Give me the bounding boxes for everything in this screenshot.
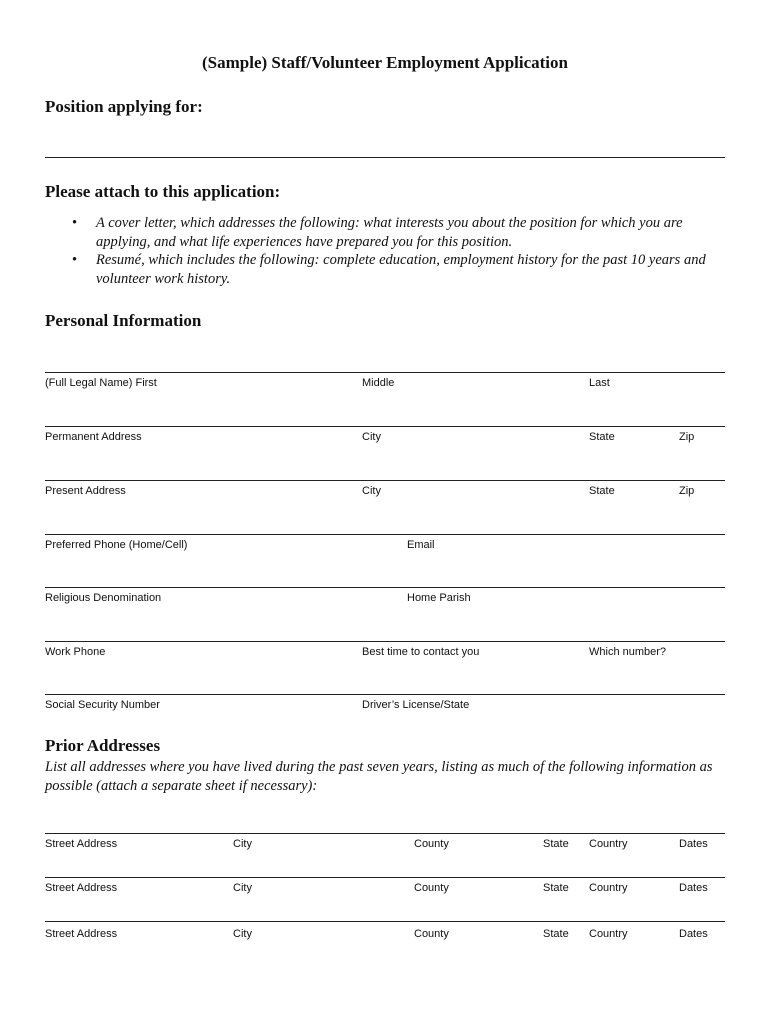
position-heading: Position applying for: bbox=[45, 97, 203, 116]
attach-item-resume: • Resumé, which includes the following: complete education, employment history for the past 10 years and volunteer work history. bbox=[72, 252, 706, 287]
label-present-city: City bbox=[362, 485, 381, 497]
attach-heading: Please attach to this application: bbox=[45, 182, 281, 201]
position-input-line[interactable] bbox=[45, 157, 725, 158]
field-line-name[interactable] bbox=[45, 372, 725, 373]
field-line-prior-address-2[interactable] bbox=[45, 877, 725, 878]
label-middle-name: Middle bbox=[362, 377, 395, 389]
field-line-prior-address-3[interactable] bbox=[45, 921, 725, 922]
label-street-address: Street Address bbox=[45, 882, 118, 894]
label-permanent-state: State bbox=[589, 431, 615, 443]
label-work-phone: Work Phone bbox=[45, 646, 106, 658]
label-drivers-license: Driver’s License/State bbox=[362, 699, 470, 711]
label-city: City bbox=[233, 882, 252, 894]
bullet-icon: • bbox=[72, 215, 78, 231]
label-country: Country bbox=[589, 882, 628, 894]
field-line-religion[interactable] bbox=[45, 587, 725, 588]
field-line-ssn[interactable] bbox=[45, 694, 725, 695]
label-preferred-phone: Preferred Phone (Home/Cell) bbox=[45, 539, 188, 551]
label-dates: Dates bbox=[679, 928, 708, 940]
label-city: City bbox=[233, 838, 252, 850]
bullet-icon: • bbox=[72, 252, 78, 268]
prior-heading: Prior Addresses bbox=[45, 736, 161, 755]
label-county: County bbox=[414, 928, 449, 940]
label-ssn: Social Security Number bbox=[45, 699, 160, 711]
label-first-name: (Full Legal Name) First bbox=[45, 377, 157, 389]
label-county: County bbox=[414, 882, 449, 894]
label-which-number: Which number? bbox=[589, 646, 667, 658]
attach-item-cover-letter: • A cover letter, which addresses the following: what interests you about the position for which you are applying, and what life experiences have prepared you for this position. bbox=[72, 215, 683, 250]
label-permanent-address: Permanent Address bbox=[45, 431, 142, 443]
field-line-prior-address-1[interactable] bbox=[45, 833, 725, 834]
label-last-name: Last bbox=[589, 377, 610, 389]
label-state: State bbox=[543, 838, 569, 850]
label-present-zip: Zip bbox=[679, 485, 695, 497]
label-dates: Dates bbox=[679, 882, 708, 894]
document-title: (Sample) Staff/Volunteer Employment Application bbox=[202, 53, 568, 72]
label-street-address: Street Address bbox=[45, 928, 118, 940]
label-home-parish: Home Parish bbox=[407, 592, 471, 604]
attach-list bbox=[70, 214, 710, 288]
label-religious-denomination: Religious Denomination bbox=[45, 592, 162, 604]
field-line-phone-email[interactable] bbox=[45, 534, 725, 535]
label-street-address: Street Address bbox=[45, 838, 118, 850]
label-state: State bbox=[543, 882, 569, 894]
label-country: Country bbox=[589, 928, 628, 940]
label-present-address: Present Address bbox=[45, 485, 126, 497]
label-city: City bbox=[233, 928, 252, 940]
label-email: Email bbox=[407, 539, 435, 551]
label-dates: Dates bbox=[679, 838, 708, 850]
label-country: Country bbox=[589, 838, 628, 850]
field-line-permanent-address[interactable] bbox=[45, 426, 725, 427]
field-line-work-phone[interactable] bbox=[45, 641, 725, 642]
label-permanent-zip: Zip bbox=[679, 431, 695, 443]
field-line-present-address[interactable] bbox=[45, 480, 725, 481]
label-permanent-city: City bbox=[362, 431, 381, 443]
label-present-state: State bbox=[589, 485, 615, 497]
label-best-time: Best time to contact you bbox=[362, 646, 480, 658]
personal-heading: Personal Information bbox=[45, 311, 202, 330]
prior-intro: List all addresses where you have lived during the past seven years, listing as much of the following information as possible (attach a separate sheet if necessary): bbox=[45, 759, 713, 794]
label-county: County bbox=[414, 838, 449, 850]
label-state: State bbox=[543, 928, 569, 940]
